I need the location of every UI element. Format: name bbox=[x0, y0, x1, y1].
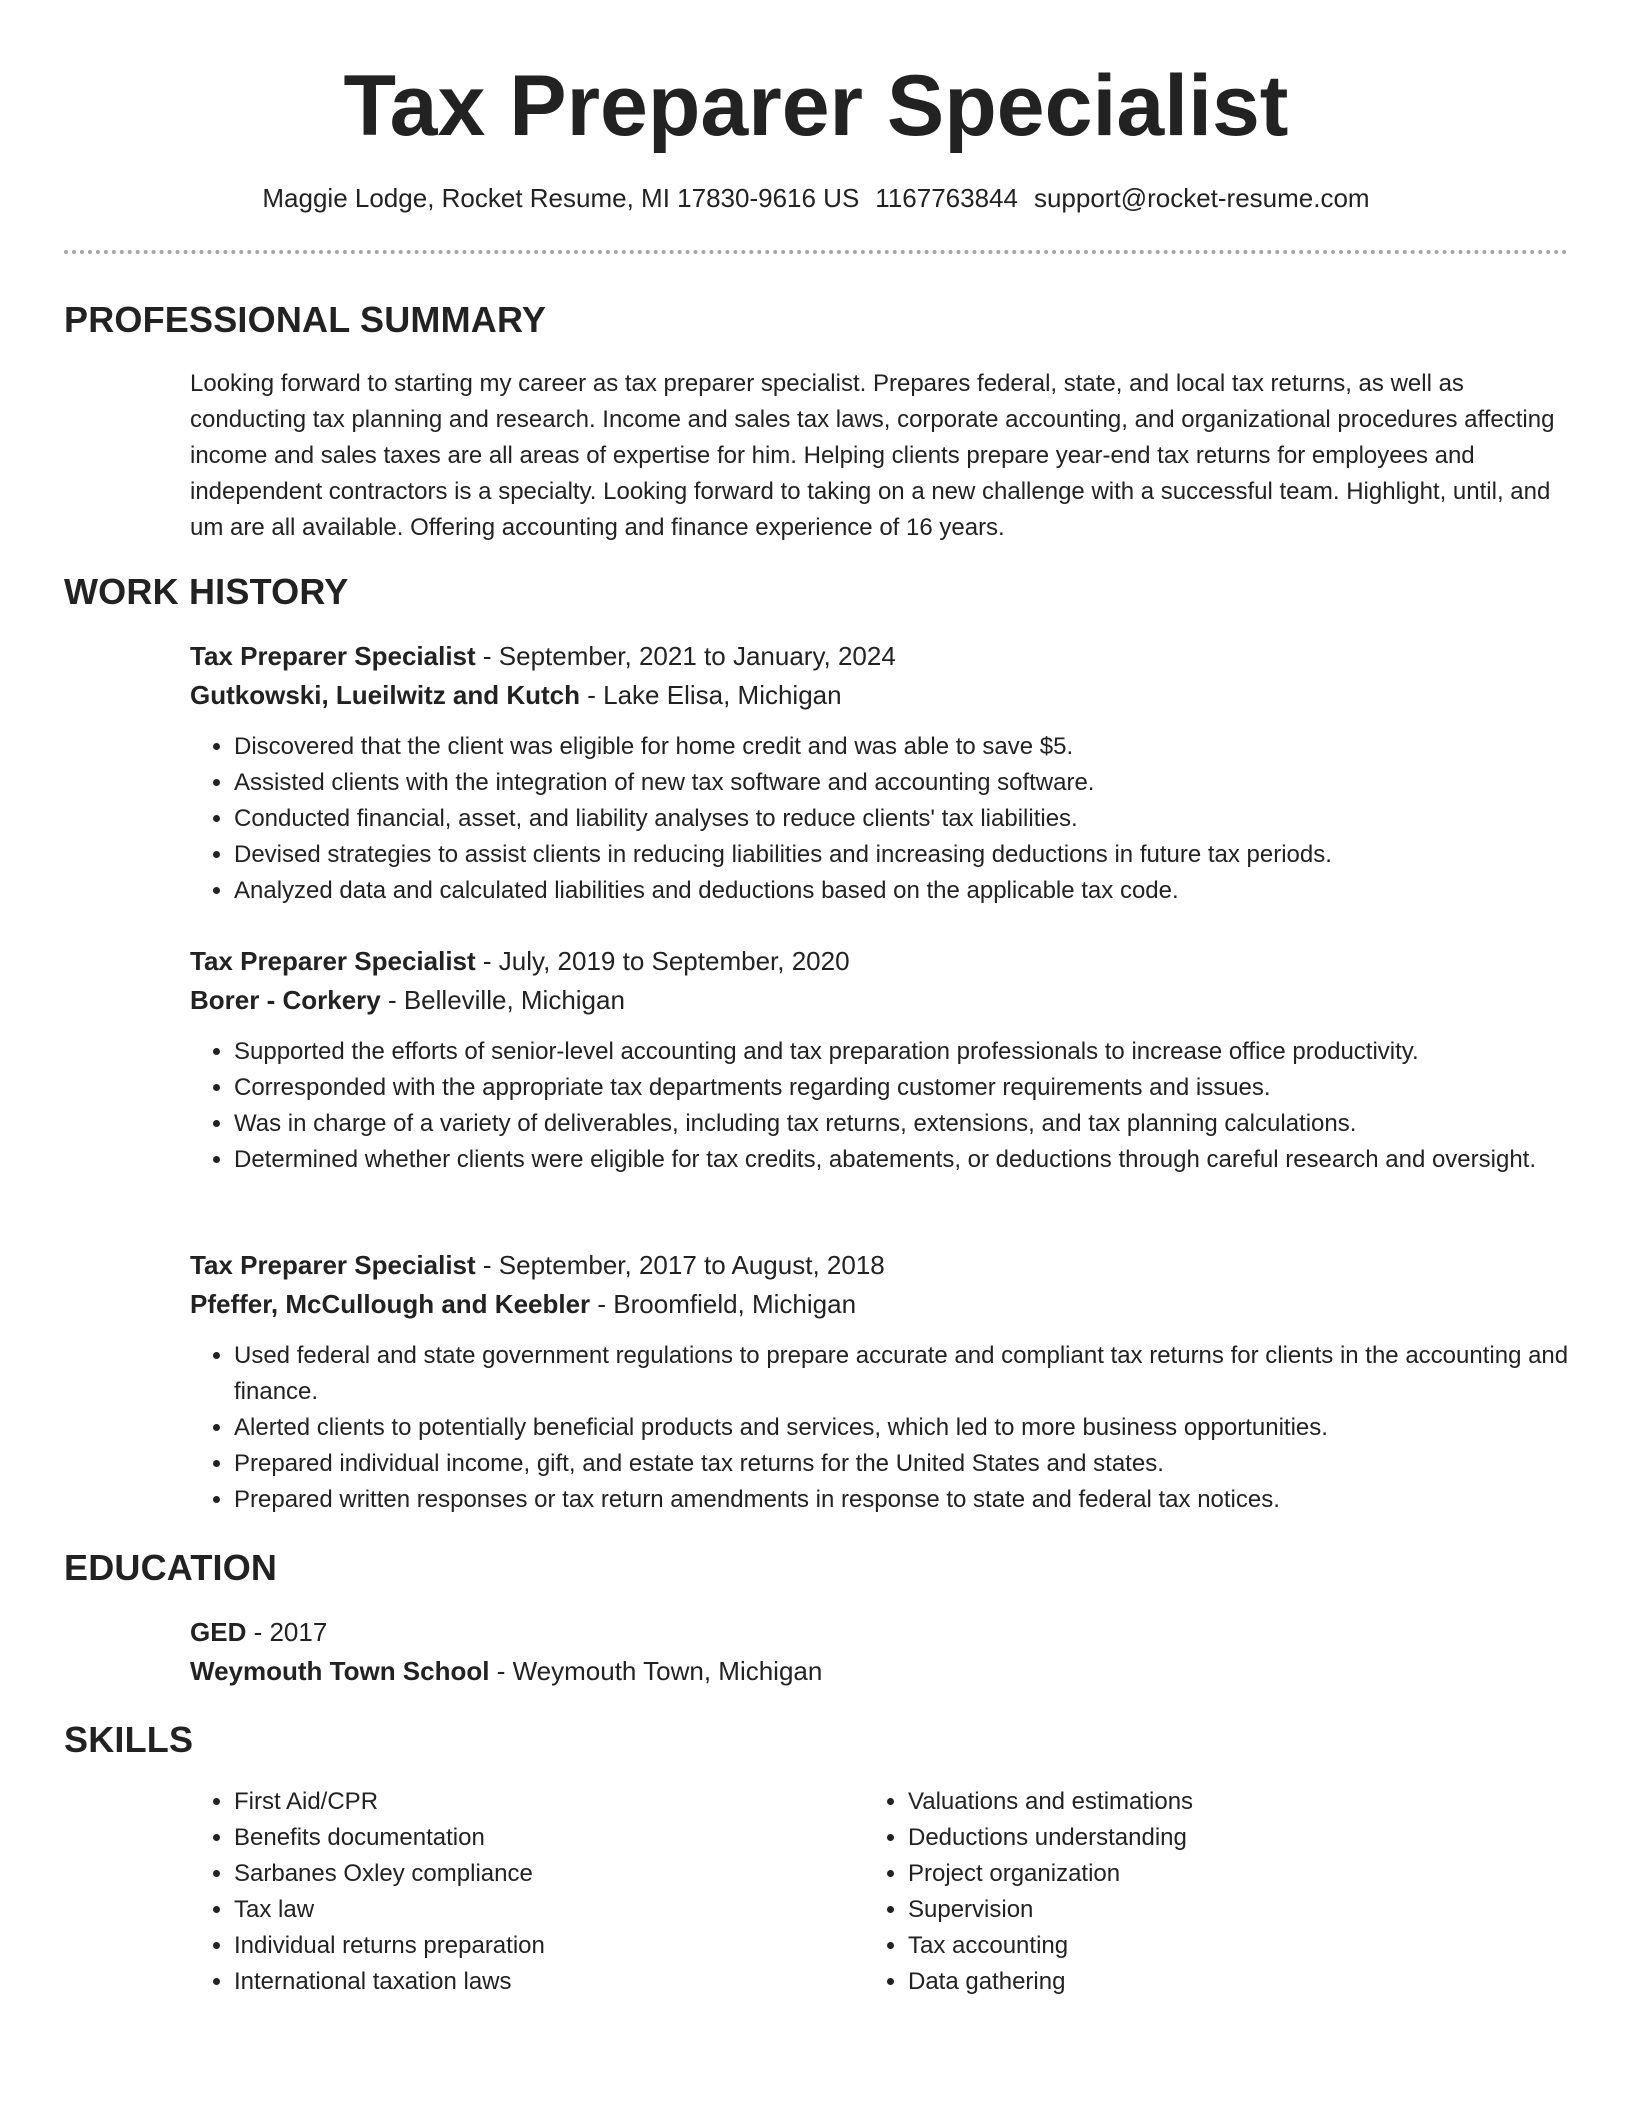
job-company: Gutkowski, Lueilwitz and Kutch bbox=[190, 680, 581, 710]
contact-line bbox=[0, 180, 1632, 216]
job-bullets bbox=[190, 729, 1570, 909]
skill-item: • Valuations and estimations bbox=[908, 1784, 1524, 1820]
skill-item: • First Aid/CPR bbox=[234, 1784, 850, 1820]
job-bullet: • Used federal and state government regulations to prepare accurate and compliant tax returns for clients in the accounting and finance. bbox=[234, 1338, 1570, 1410]
job-bullet: • Alerted clients to potentially beneficial products and services, which led to more business opportunities. bbox=[234, 1410, 1570, 1446]
education-school: Weymouth Town School bbox=[190, 1656, 490, 1686]
contact-phone: 1167763844 bbox=[875, 183, 1018, 213]
job-title-line bbox=[190, 637, 1570, 676]
education-location: - Weymouth Town, Michigan bbox=[489, 1656, 823, 1686]
section-title-education: EDUCATION bbox=[64, 1547, 278, 1588]
skill-item: • Tax law bbox=[234, 1892, 850, 1928]
job-bullet: • Determined whether clients were eligible for tax credits, abatements, or deductions through careful research and oversight. bbox=[234, 1142, 1570, 1178]
skills-column-left bbox=[190, 1784, 850, 2000]
job-location: - Belleville, Michigan bbox=[380, 985, 625, 1015]
skills-column-right bbox=[864, 1784, 1524, 2000]
job-location: - Broomfield, Michigan bbox=[590, 1289, 857, 1319]
skills-list bbox=[190, 1784, 850, 2000]
education-year: - 2017 bbox=[246, 1617, 328, 1647]
education-degree-line bbox=[190, 1613, 1570, 1652]
job-company: Pfeffer, McCullough and Keebler bbox=[190, 1289, 591, 1319]
skill-item: • Supervision bbox=[908, 1892, 1524, 1928]
job-title: Tax Preparer Specialist bbox=[190, 641, 476, 671]
education-degree: GED bbox=[190, 1617, 247, 1647]
job-bullet: • Supported the efforts of senior-level accounting and tax preparation professionals to increase office productivity. bbox=[234, 1034, 1570, 1070]
job-bullets bbox=[190, 1034, 1570, 1178]
job-bullet: • Prepared individual income, gift, and estate tax returns for the United States and states. bbox=[234, 1446, 1570, 1482]
section-title-skills: SKILLS bbox=[64, 1719, 194, 1760]
job-bullet: • Conducted financial, asset, and liability analyses to reduce clients' tax liabilities. bbox=[234, 801, 1570, 837]
summary-text: Looking forward to starting my career as tax preparer specialist. Prepares federal, state, and local tax returns, as well as conducting tax planning and research. Income and sales tax laws, corporate accounting, and organizational procedures affecting income and sales taxes are all areas of expertise for him. Helping clients prepare year-end tax returns for employees and independent contractors is a specialty. Looking forward to taking on a new challenge with a successful team. Highlight, until, and um are all available. Offering accounting and finance experience of 16 years. bbox=[190, 370, 1555, 541]
skills-list bbox=[864, 1784, 1524, 2000]
section-title-summary: PROFESSIONAL SUMMARY bbox=[64, 299, 547, 340]
job-bullet: • Was in charge of a variety of deliverables, including tax returns, extensions, and tax planning calculations. bbox=[234, 1106, 1570, 1142]
skill-item: • International taxation laws bbox=[234, 1964, 850, 2000]
education-school-line bbox=[190, 1652, 1570, 1691]
job-entry bbox=[190, 637, 1570, 909]
job-bullet: • Devised strategies to assist clients in reducing liabilities and increasing deductions in future tax periods. bbox=[234, 837, 1570, 873]
job-location: - Lake Elisa, Michigan bbox=[580, 680, 842, 710]
job-entry bbox=[190, 942, 1570, 1178]
section-title-work-history: WORK HISTORY bbox=[64, 571, 349, 612]
job-dates: - July, 2019 to September, 2020 bbox=[475, 946, 850, 976]
job-company-line bbox=[190, 1285, 1570, 1324]
contact-email: support@rocket-resume.com bbox=[1033, 183, 1370, 213]
skill-item: • Deductions understanding bbox=[908, 1820, 1524, 1856]
header-divider bbox=[64, 250, 1568, 254]
job-bullet: • Assisted clients with the integration of new tax software and accounting software. bbox=[234, 765, 1570, 801]
job-company: Borer - Corkery bbox=[190, 985, 381, 1015]
job-bullet: • Corresponded with the appropriate tax departments regarding customer requirements and issues. bbox=[234, 1070, 1570, 1106]
skill-item: • Benefits documentation bbox=[234, 1820, 850, 1856]
job-bullets bbox=[190, 1338, 1570, 1518]
job-title: Tax Preparer Specialist bbox=[190, 1250, 476, 1280]
job-title: Tax Preparer Specialist bbox=[190, 946, 476, 976]
resume-name: Tax Preparer Specialist bbox=[343, 58, 1289, 154]
job-bullet: • Prepared written responses or tax return amendments in response to state and federal tax notices. bbox=[234, 1482, 1570, 1518]
job-dates: - September, 2021 to January, 2024 bbox=[475, 641, 896, 671]
job-title-line bbox=[190, 1246, 1570, 1285]
skill-item: • Project organization bbox=[908, 1856, 1524, 1892]
skill-item: • Data gathering bbox=[908, 1964, 1524, 2000]
skill-item: • Individual returns preparation bbox=[234, 1928, 850, 1964]
job-bullet: • Analyzed data and calculated liabilities and deductions based on the applicable tax code. bbox=[234, 873, 1570, 909]
job-entry bbox=[190, 1246, 1570, 1518]
skill-item: • Sarbanes Oxley compliance bbox=[234, 1856, 850, 1892]
job-bullet: • Discovered that the client was eligible for home credit and was able to save $5. bbox=[234, 729, 1570, 765]
job-company-line bbox=[190, 981, 1570, 1020]
education-entry bbox=[190, 1613, 1570, 1691]
contact-address: Maggie Lodge, Rocket Resume, MI 17830-9616 US bbox=[262, 183, 860, 213]
job-company-line bbox=[190, 676, 1570, 715]
skill-item: • Tax accounting bbox=[908, 1928, 1524, 1964]
job-title-line bbox=[190, 942, 1570, 981]
job-dates: - September, 2017 to August, 2018 bbox=[475, 1250, 885, 1280]
